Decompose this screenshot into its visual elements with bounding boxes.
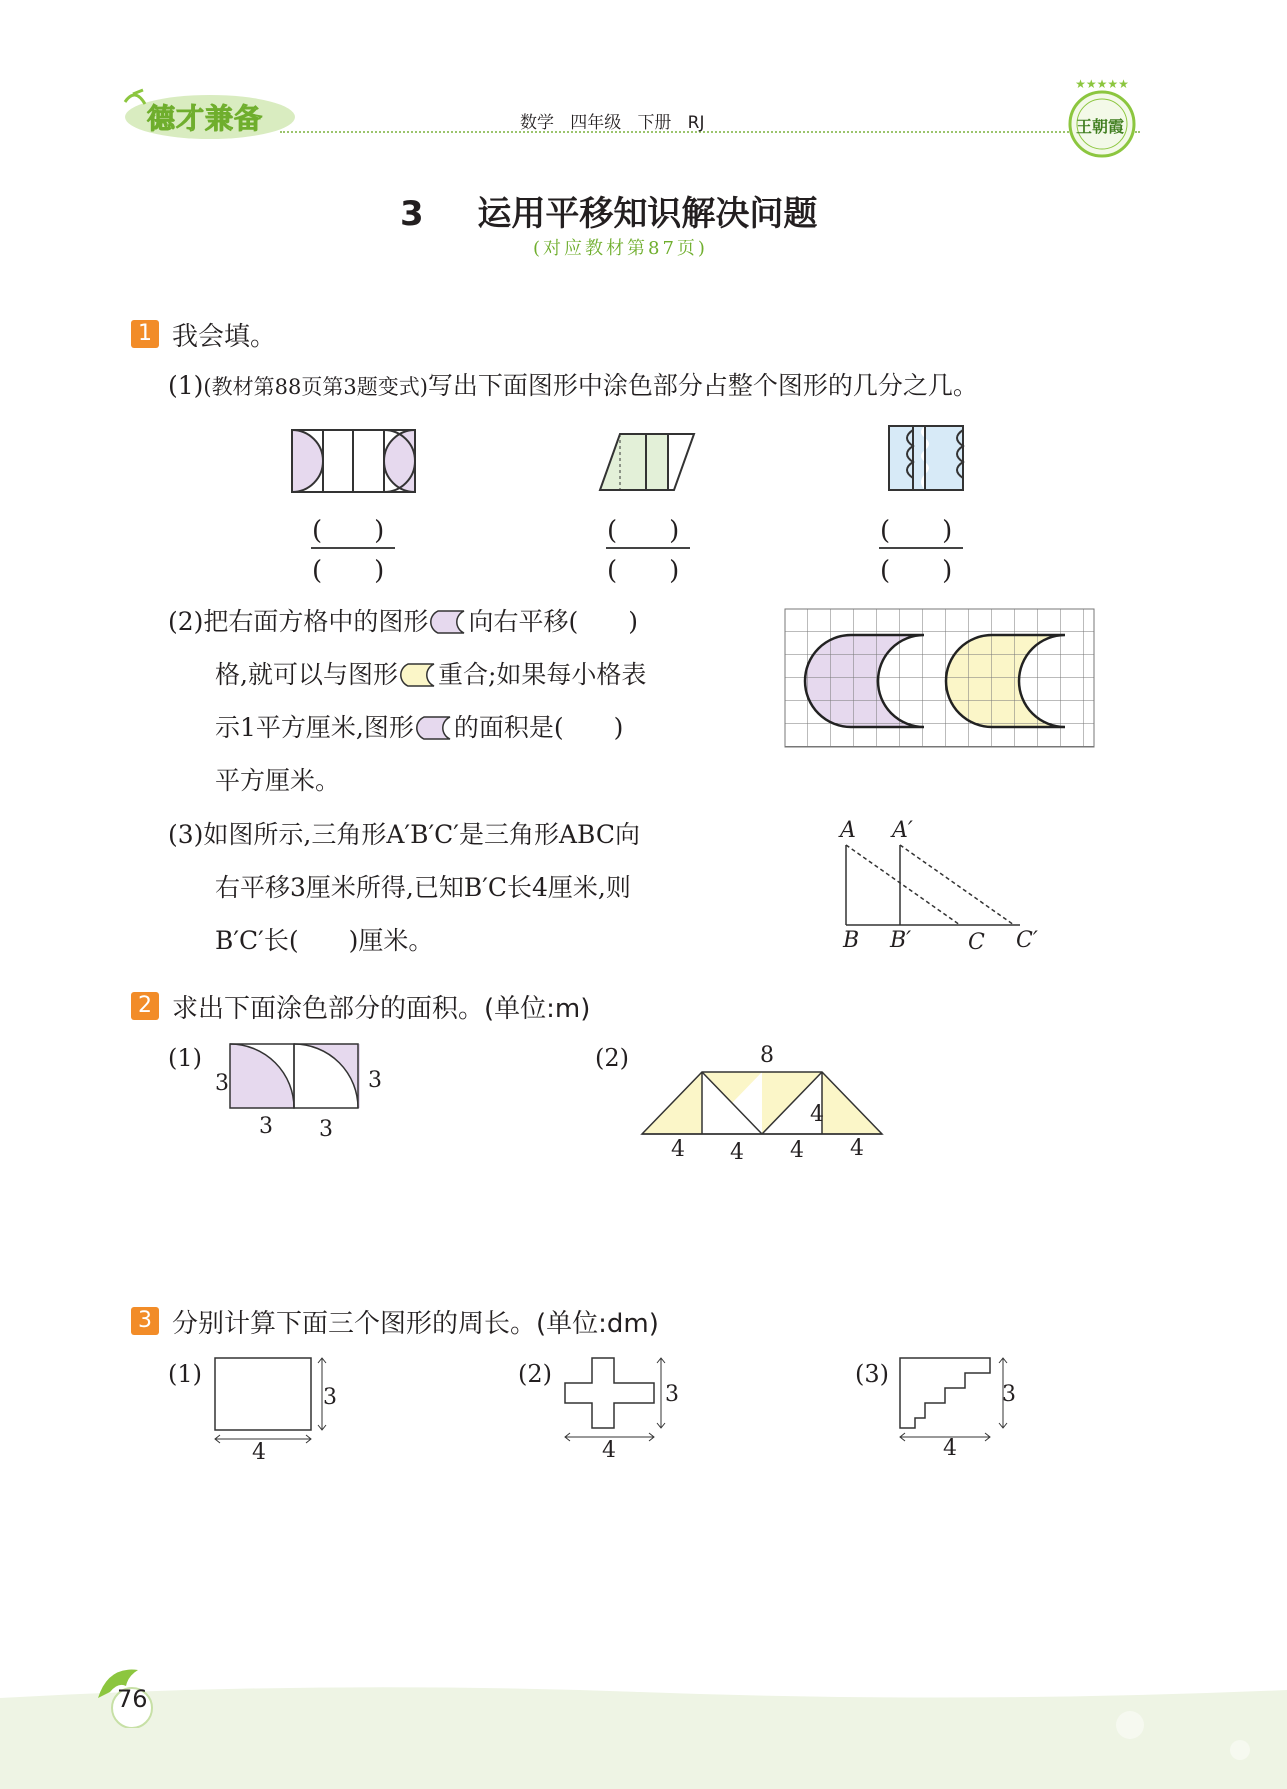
q1-fraction-line-3 bbox=[879, 547, 963, 549]
q1-blank-den-2[interactable]: ( ) bbox=[607, 556, 680, 586]
q2-line1b[interactable]: 向右平移( ) bbox=[468, 607, 638, 636]
q1-blank-num-1[interactable]: ( ) bbox=[312, 516, 385, 546]
s3-fig3-label: (3) bbox=[855, 1360, 889, 1388]
s2-fig1-dim-left: 3 bbox=[215, 1071, 229, 1096]
q1-label: (1) bbox=[168, 371, 204, 400]
q3-line1: 如图所示,三角形A′B′C′是三角形ABC向 bbox=[203, 820, 640, 849]
purple-shape-icon bbox=[428, 608, 468, 636]
s3-fig2-cross bbox=[560, 1355, 680, 1455]
q2-line2b: 重合;如果每小格表 bbox=[437, 660, 647, 689]
q3-label: (3) bbox=[168, 820, 204, 849]
point-label-A: A bbox=[840, 818, 856, 843]
header-edition: RJ bbox=[687, 113, 705, 133]
section2-number: 2 bbox=[131, 992, 159, 1020]
section3-title: 分别计算下面三个图形的周长。(单位:dm) bbox=[172, 1309, 659, 1339]
q1-blank-den-1[interactable]: ( ) bbox=[312, 556, 385, 586]
s3-fig3-width: 4 bbox=[943, 1436, 957, 1461]
s2-fig1-dim-right: 3 bbox=[368, 1068, 382, 1093]
yellow-shape-icon bbox=[398, 661, 438, 689]
s2-fig1-dim-bottom-1: 3 bbox=[259, 1114, 273, 1139]
purple-shape-icon bbox=[414, 714, 454, 742]
title-subtitle: (对应教材第87页) bbox=[533, 238, 708, 259]
header-logo bbox=[115, 82, 295, 142]
s3-fig1-height: 3 bbox=[323, 1385, 337, 1410]
s2-fig1-dim-bottom-2: 3 bbox=[319, 1117, 333, 1142]
point-label-C-prime: C′ bbox=[1016, 928, 1038, 953]
s3-fig3-height: 3 bbox=[1002, 1382, 1016, 1407]
q1-fraction-line-2 bbox=[606, 547, 690, 549]
s2-fig2-inner-dim: 4 bbox=[810, 1102, 824, 1127]
header-volume: 下册 bbox=[637, 113, 672, 133]
s2-fig2-bottom-dim-3: 4 bbox=[790, 1138, 804, 1163]
section1-title: 我会填。 bbox=[172, 322, 277, 352]
q1-figure-3 bbox=[887, 424, 967, 492]
page-title bbox=[400, 186, 817, 235]
q2-line-2 bbox=[215, 658, 646, 692]
header-info bbox=[520, 108, 704, 133]
seal-text: 王朝霞 bbox=[1076, 117, 1125, 136]
s3-fig1-width: 4 bbox=[252, 1440, 266, 1465]
point-label-B-prime: B′ bbox=[890, 928, 912, 953]
q2-line3a: 示1平方厘米,图形 bbox=[215, 713, 414, 742]
section3-number: 3 bbox=[131, 1307, 159, 1335]
point-label-B: B bbox=[843, 928, 860, 953]
title-number: 3 bbox=[400, 194, 424, 234]
section1-number: 1 bbox=[131, 320, 159, 348]
q3-line2: 右平移3厘米所得,已知B′C长4厘米,则 bbox=[215, 873, 631, 902]
s3-fig2-width: 4 bbox=[602, 1438, 616, 1463]
s2-fig2-trapezoid bbox=[640, 1070, 890, 1138]
q2-line4: 平方厘米。 bbox=[215, 766, 341, 795]
s3-fig2-label: (2) bbox=[518, 1360, 552, 1388]
q1-figure-1 bbox=[290, 428, 420, 498]
q2-line-1 bbox=[168, 605, 638, 639]
q1-figure-2 bbox=[598, 432, 698, 492]
q3-line3[interactable]: B′C′长( )厘米。 bbox=[215, 926, 434, 955]
title-text: 运用平移知识解决问题 bbox=[477, 194, 818, 234]
logo-text: 德才兼备 bbox=[147, 102, 264, 135]
q2-line3b[interactable]: 的面积是( ) bbox=[453, 713, 624, 742]
header-divider bbox=[280, 131, 1140, 133]
q3-line-1 bbox=[168, 818, 640, 852]
s3-fig1-rectangle bbox=[210, 1355, 340, 1455]
point-label-A-prime: A′ bbox=[892, 818, 913, 843]
q3-triangle-figure bbox=[840, 815, 1040, 960]
q2-grid-figure bbox=[784, 608, 1096, 753]
q2-label: (2) bbox=[168, 607, 204, 636]
q1-blank-den-3[interactable]: ( ) bbox=[880, 556, 953, 586]
header-grade: 四年级 bbox=[570, 113, 622, 133]
point-label-C: C bbox=[968, 930, 985, 955]
s2-fig1-label: (1) bbox=[168, 1044, 202, 1072]
s2-fig2-bottom-dim-2: 4 bbox=[730, 1140, 744, 1165]
s2-fig1-quarter-circles bbox=[228, 1042, 368, 1112]
s3-fig2-height: 3 bbox=[665, 1382, 679, 1407]
s2-fig2-bottom-dim-4: 4 bbox=[850, 1136, 864, 1161]
s2-fig2-top-dim: 8 bbox=[760, 1043, 774, 1068]
q1-text-line bbox=[168, 369, 978, 404]
q1-blank-num-2[interactable]: ( ) bbox=[607, 516, 680, 546]
q1-blank-num-3[interactable]: ( ) bbox=[880, 516, 953, 546]
q2-line1a: 把右面方格中的图形 bbox=[203, 607, 429, 636]
q1-prompt: 写出下面图形中涂色部分占整个图形的几分之几。 bbox=[427, 371, 978, 400]
q2-line2a: 格,就可以与图形 bbox=[215, 660, 398, 689]
footer-wave-background bbox=[0, 1680, 1287, 1789]
s2-fig2-bottom-dim-1: 4 bbox=[671, 1137, 685, 1162]
section2-title: 求出下面涂色部分的面积。(单位:m) bbox=[172, 994, 591, 1024]
s3-fig1-label: (1) bbox=[168, 1360, 202, 1388]
page-number: 76 bbox=[117, 1685, 148, 1713]
s2-fig2-label: (2) bbox=[595, 1044, 629, 1072]
svg-text:★★★★★: ★★★★★ bbox=[1075, 77, 1129, 91]
q1-fraction-line-1 bbox=[311, 547, 395, 549]
q1-note: (教材第88页第3题变式) bbox=[203, 375, 428, 399]
q2-line-3 bbox=[215, 711, 623, 745]
header-seal bbox=[1062, 76, 1142, 160]
header-subject: 数学 bbox=[520, 113, 554, 133]
